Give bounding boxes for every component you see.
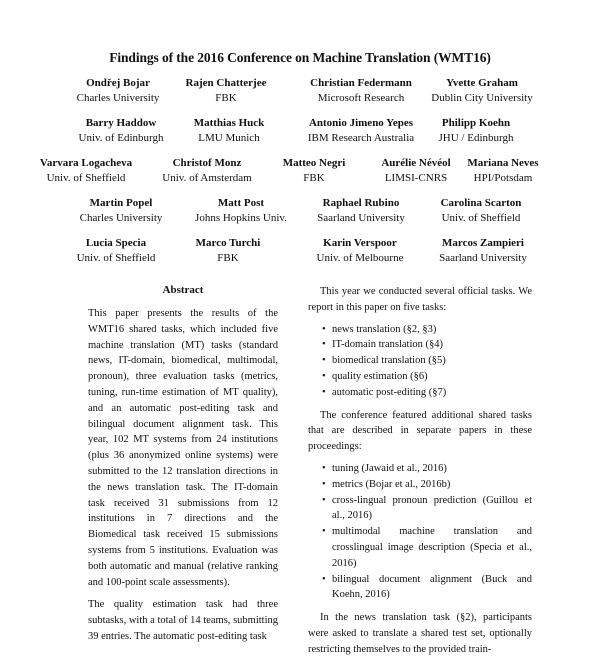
author-affiliation: HPI/Potsdam: [473, 172, 533, 184]
list-item-text: automatic post-editing (§7): [332, 386, 447, 398]
author: [195, 196, 287, 226]
author-affiliation: Microsoft Research: [317, 92, 405, 104]
author-name: Raphael Rubino: [322, 197, 400, 209]
list-item-text: tuning (Jawaid et al., 2016): [332, 462, 447, 474]
author-affiliation: IBM Research Australia: [307, 132, 415, 144]
author-affiliation: Saarland University: [439, 252, 527, 264]
author-name: Aurélie Névéol: [381, 157, 451, 169]
author-name: Matteo Negri: [282, 157, 346, 169]
paper-title: Findings of the 2016 Conference on Machine Translation (WMT16): [109, 50, 491, 65]
author: [317, 196, 405, 226]
author-name: Yvette Graham: [446, 77, 518, 89]
intro-paragraph: This year we conducted several official tasks. We report in this paper on five tasks:: [308, 286, 532, 313]
author-affiliation: Charles University: [79, 212, 163, 224]
list-item: [322, 322, 532, 338]
author-affiliation: LMU Munich: [198, 132, 260, 144]
bullet-icon: •: [322, 355, 326, 367]
author: [40, 156, 132, 186]
author-name: Lucia Specia: [85, 237, 147, 249]
author: [162, 156, 251, 186]
author: [194, 116, 265, 146]
author: [310, 76, 412, 106]
author-name: Mariana Neves: [467, 157, 539, 169]
author-affiliation: Univ. of Sheffield: [76, 252, 156, 264]
author-row: [0, 196, 600, 230]
bullet-icon: •: [322, 573, 326, 585]
author-affiliation: Univ. of Edinburgh: [78, 132, 164, 144]
author-affiliation: FBK: [303, 172, 325, 184]
list-item-text: metrics (Bojar et al., 2016b): [332, 478, 451, 490]
bullet-icon: •: [322, 526, 326, 538]
bullet-icon: •: [322, 323, 326, 335]
author: [467, 156, 538, 186]
list-item-text: news translation (§2, §3): [332, 323, 437, 335]
list-item-text: IT-domain translation (§4): [332, 339, 444, 351]
bullet-icon: •: [322, 339, 326, 351]
list-item: [322, 477, 532, 493]
author-row: [0, 76, 600, 110]
author: [80, 196, 163, 226]
author-row: [0, 236, 600, 270]
author-affiliation: LIMSI-CNRS: [384, 172, 448, 184]
author: [186, 76, 267, 106]
task-list: [308, 322, 532, 401]
abstract-heading: Abstract: [162, 284, 204, 296]
list-item-text: biomedical translation (§5): [332, 355, 446, 367]
author-affiliation: Univ. of Amsterdam: [162, 172, 252, 184]
author-row: [0, 156, 600, 190]
list-item: [322, 337, 532, 353]
intro-paragraph: The conference featured additional shared tasks that are described in separate papers in these proceedings:: [308, 409, 532, 453]
author-affiliation: Univ. of Sheffield: [46, 172, 126, 184]
bullet-icon: •: [322, 478, 326, 490]
list-item: [322, 385, 532, 401]
author-name: Matthias Huck: [193, 117, 265, 129]
author-name: Matt Post: [217, 197, 265, 209]
author: [381, 156, 450, 186]
abstract-paragraph: The quality estimation task had three subtasks, with a total of 14 teams, submitting 39 entries. The automatic post-editing task: [88, 599, 278, 642]
author-affiliation: JHU / Edinburgh: [438, 132, 514, 144]
author-name: Philipp Koehn: [441, 117, 511, 129]
author-name: Marcos Zampieri: [442, 237, 524, 249]
author-name: Christof Monz: [172, 157, 242, 169]
abstract-paragraph: This paper presents the results of the WMT16 shared tasks, which included five machine translation (MT) tasks (standard news, IT-domain, biomedical, multimodal, pronoun), three evaluation tasks (metrics, tuning, run-time estimation of MT quality), and an automatic post-editing task and bilingual document alignment task. This year, 102 MT systems from 24 institutions (plus 36 anonymized online systems) were submitted to the 12 translation directions in the news translation task. The IT-domain task received 31 submissions from 12 institutions in 7 directions and the Biomedical task received 15 submissions systems from 5 institutions. Evaluation was both automatic and manual (relative ranking and 100-point scale assessments).: [88, 308, 278, 588]
author-name: Barry Haddow: [85, 117, 157, 129]
list-item: [322, 493, 532, 525]
bullet-icon: •: [322, 370, 326, 382]
author-name: Marco Turchi: [195, 237, 261, 249]
author-name: Ondřej Bojar: [86, 77, 150, 89]
author-affiliation: Saarland University: [317, 212, 405, 224]
author-affiliation: Dublin City University: [431, 92, 533, 104]
author: [283, 156, 346, 186]
bullet-icon: •: [322, 462, 326, 474]
author-name: Christian Federmann: [310, 77, 412, 89]
author-affiliation: Johns Hopkins Univ.: [195, 212, 287, 224]
author-name: Varvara Logacheva: [39, 157, 133, 169]
author-affiliation: Univ. of Melbourne: [316, 252, 404, 264]
author: [77, 236, 156, 266]
author-affiliation: FBK: [215, 92, 237, 104]
list-item: [322, 461, 532, 477]
list-item: [322, 524, 532, 571]
author: [439, 116, 514, 146]
author: [439, 236, 527, 266]
author: [308, 116, 414, 146]
author-row: [0, 116, 600, 150]
intro-column: [308, 284, 532, 664]
list-item: [322, 369, 532, 385]
author: [317, 236, 404, 266]
author-affiliation: FBK: [217, 252, 239, 264]
author-name: Martin Popel: [89, 197, 153, 209]
author: [441, 196, 522, 226]
intro-paragraph: In the news translation task (§2), participants were asked to translate a shared test set, optionally restricting themselves to the provided train-: [308, 612, 532, 655]
author: [431, 76, 532, 106]
extra-task-list: [308, 461, 532, 603]
author-name: Antonio Jimeno Yepes: [308, 117, 414, 129]
author: [77, 76, 160, 106]
author-name: Carolina Scarton: [440, 197, 522, 209]
list-item-text: cross-lingual pronoun prediction (Guillou et al., 2016): [332, 494, 532, 522]
author-affiliation: Univ. of Sheffield: [441, 212, 521, 224]
list-item-text: multimodal machine translation and crosslingual image description (Specia et al., 2016): [332, 526, 532, 569]
author-affiliation: Charles University: [76, 92, 160, 104]
author: [196, 236, 261, 266]
bullet-icon: •: [322, 494, 326, 506]
list-item: [322, 572, 532, 604]
list-item: [322, 353, 532, 369]
bullet-icon: •: [322, 386, 326, 398]
list-item-text: bilingual document alignment (Buck and Koehn, 2016): [332, 573, 532, 601]
author-name: Karin Verspoor: [323, 237, 397, 249]
list-item-text: quality estimation (§6): [332, 370, 428, 382]
author: [79, 116, 164, 146]
author-name: Rajen Chatterjee: [185, 77, 267, 89]
